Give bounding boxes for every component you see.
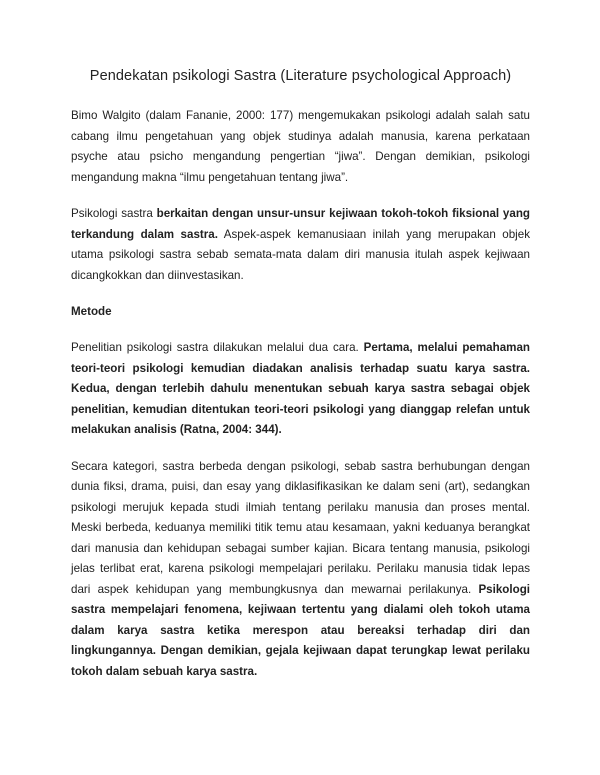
p2-text-2: Aspek-aspek kemanusiaan inilah yang merupakan objek utama psikologi sastra sebab semata-mata dalam diri manusia itulah aspek kejiwaan dicangkokkan dan diinvestasikan. xyxy=(71,227,530,282)
p3-text-1: Penelitian psikologi sastra dilakukan melalui dua cara. xyxy=(71,341,364,354)
paragraph-metode xyxy=(71,338,530,441)
document-title: Pendekatan psikologi Sastra (Literature psychological Approach) xyxy=(89,68,512,84)
paragraph-definition-text: Bimo Walgito (dalam Fananie, 2000: 177) mengemukakan psikologi adalah salah satu cabang ilmu pengetahuan yang objek studinya adalah manusia, karena perkataan psyche atau psicho mengandung pengertian “jiwa”. Dengan demikian, psikologi mengandung makna “ilmu pengetahuan tentang jiwa”. xyxy=(71,109,530,184)
p4-bold-text: Psikologi sastra mempelajari fenomena, kejiwaan tertentu yang dialami oleh tokoh utama dalam karya sastra ketika merespon atau bereaksi terhadap diri dan lingkungannya. Dengan demikian, gejala kejiwaan dapat terungkap lewat perilaku tokoh dalam sebuah karya sastra. xyxy=(71,582,530,678)
p3-bold-text: Pertama, melalui pemahaman teori-teori psikologi kemudian diadakan analisis terhadap suatu karya sastra. Kedua, dengan terlebih dahulu menentukan sebuah karya sastra sebagai objek penelitian, kemudian ditentukan teori-teori psikologi yang dianggap relefan untuk melakukan analisis xyxy=(71,341,530,436)
paragraph-psikologi-sastra xyxy=(71,204,530,286)
p4-text-1: Secara kategori, sastra berbeda dengan psikologi, sebab sastra berhubungan dengan dunia fiksi, drama, puisi, dan esay yang diklasifikasikan ke dalam seni (art), sedangkan psikologi merujuk kepada studi ilmiah tentang perilaku manusia dan proses mental. Meski berbeda, keduanya memiliki titik temu atau kesamaan, yakni keduanya berangkat dari manusia dan kehidupan sebagai sumber kajian. Bicara tentang manusia, psikologi jelas terlibat erat, karena psikologi mempelajari perilaku. Perilaku manusia tidak lepas dari aspek kehidupan yang membungkusnya dan mewarnai perilakunya. xyxy=(71,459,530,596)
p2-bold-text: berkaitan dengan unsur-unsur kejiwaan tokoh-tokoh fiksional yang terkandung dalam sastra. xyxy=(71,207,530,241)
p3-citation: (Ratna, 2004: 344). xyxy=(176,423,282,436)
paragraph-definition xyxy=(71,106,530,188)
p2-text-1: Psikologi sastra xyxy=(71,207,157,220)
paragraph-kategori xyxy=(71,457,530,683)
heading-metode: Metode xyxy=(71,305,112,318)
